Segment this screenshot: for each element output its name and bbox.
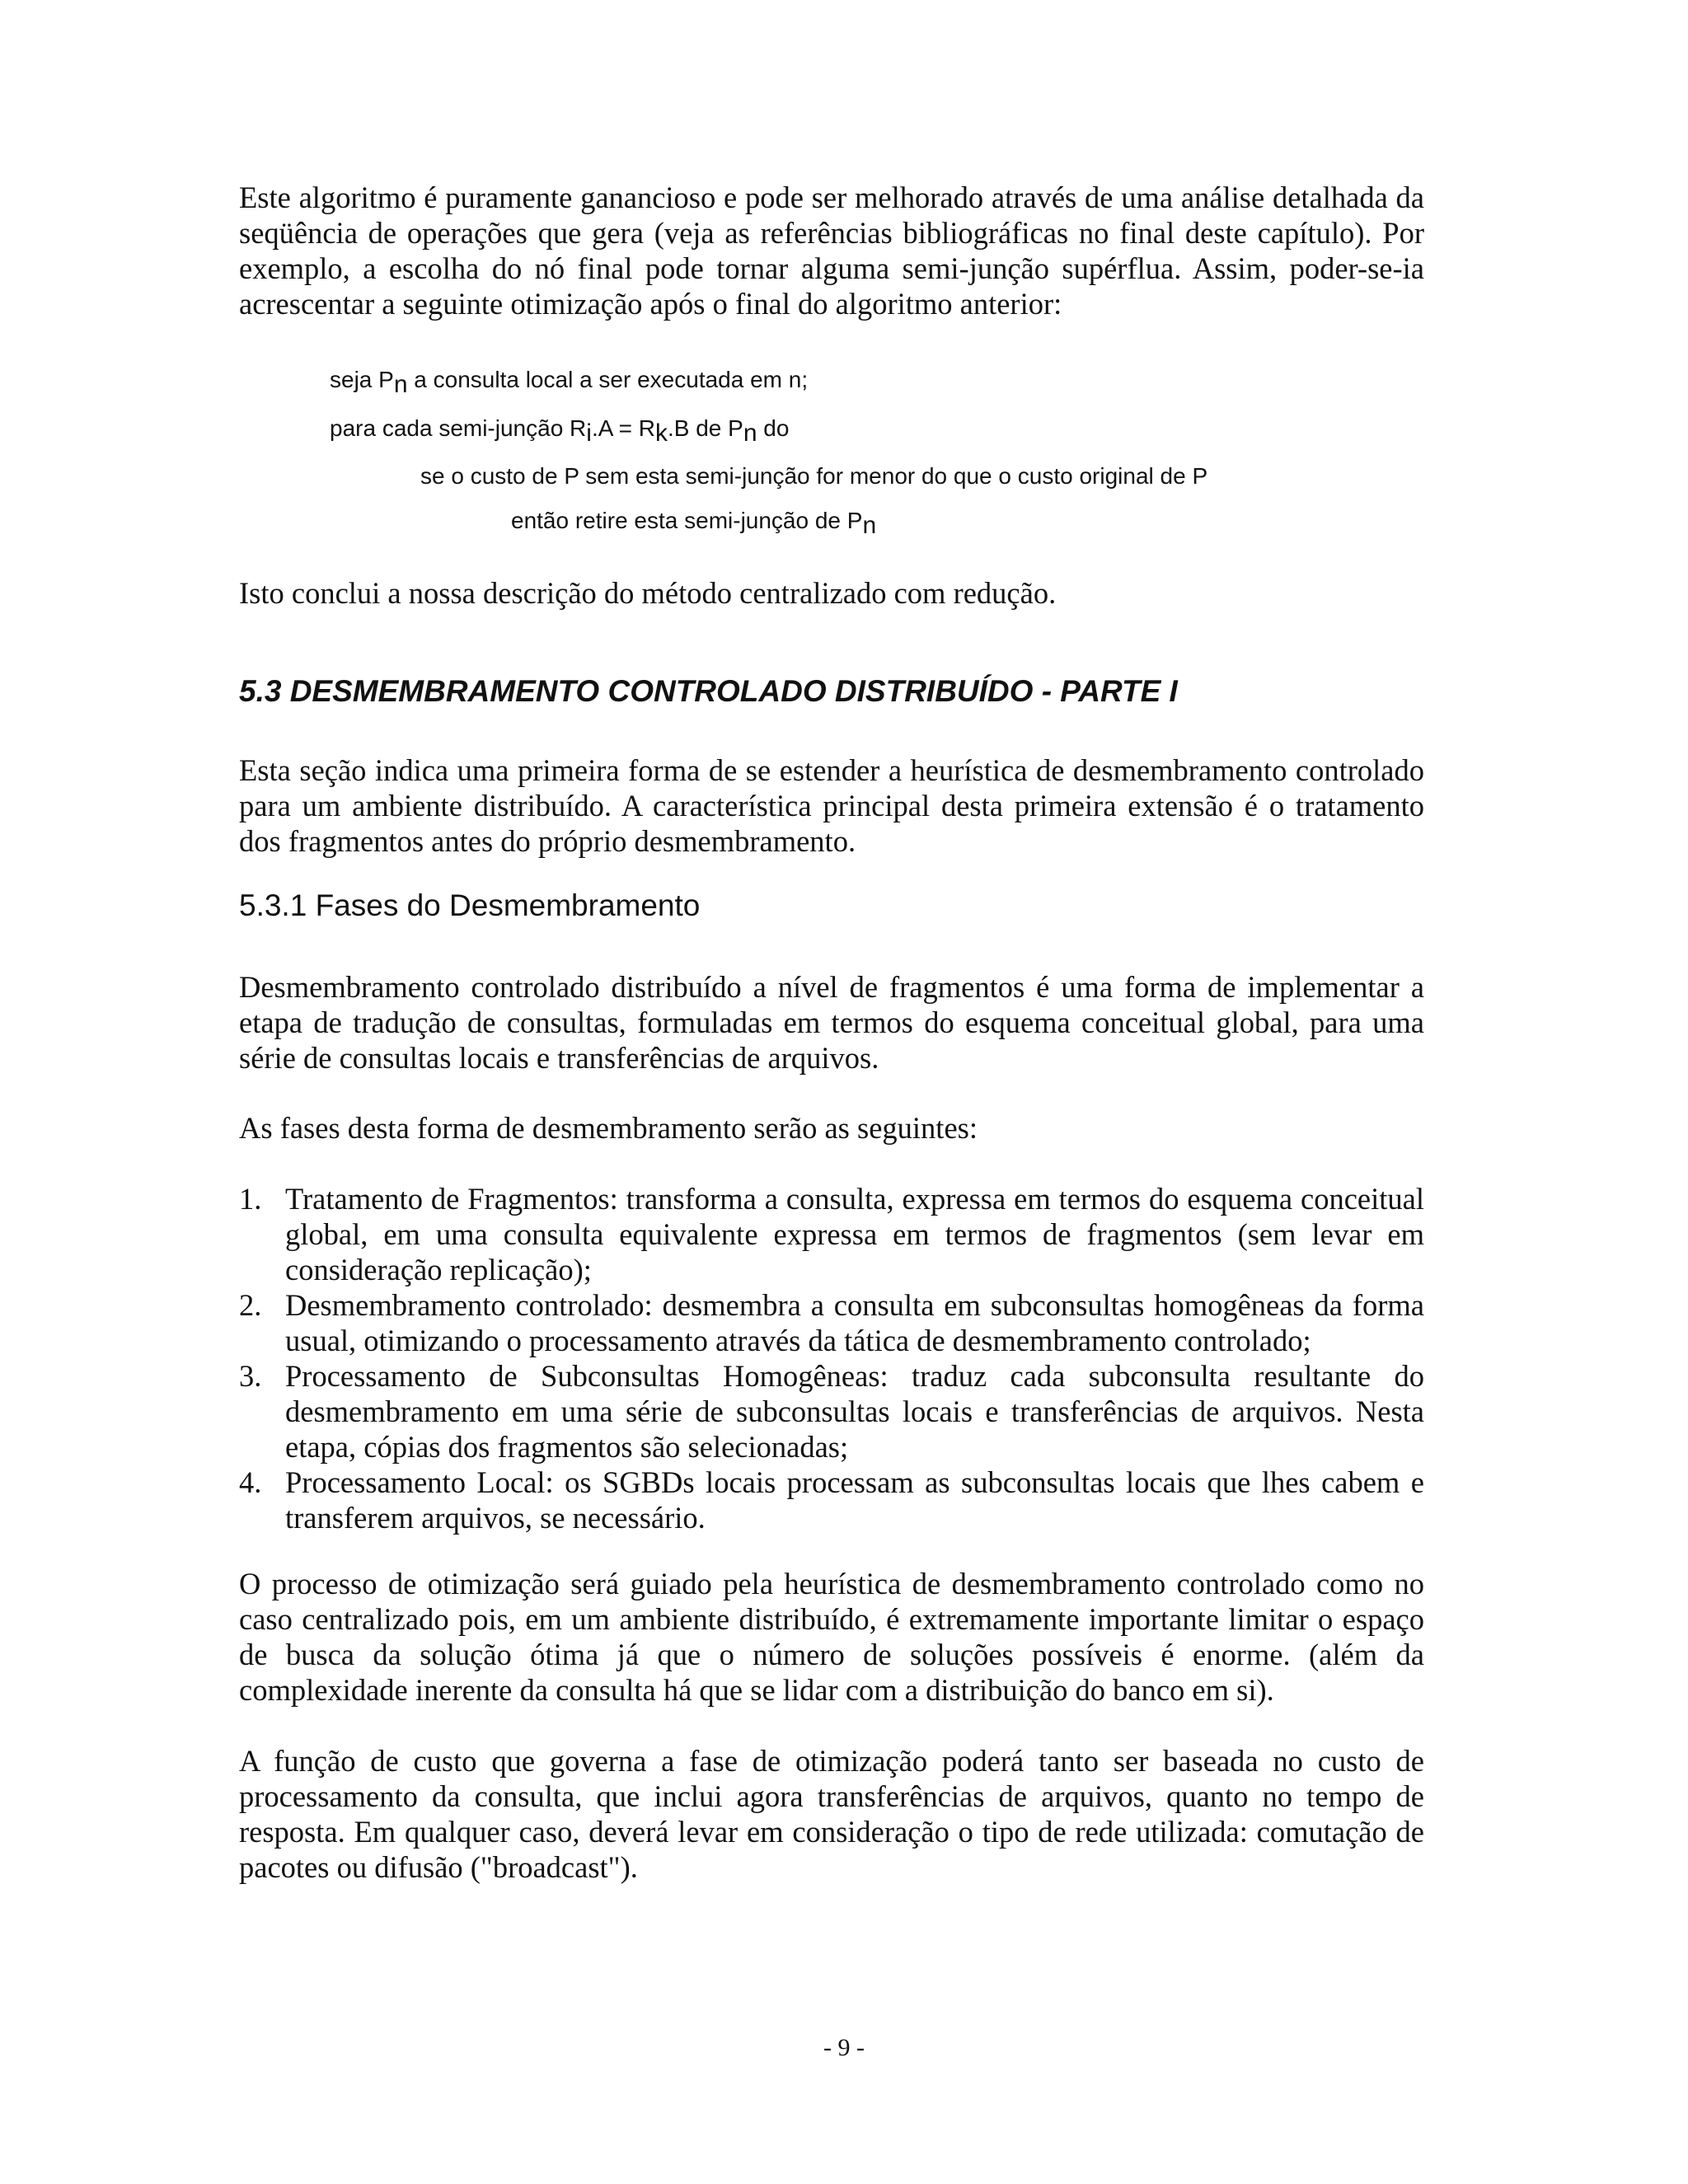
phase-item: 2. Desmembramento controlado: desmembra a consulta em subconsultas homogêneas da forma usual, otimizando o processamento através da tática de desmembramento controlado; bbox=[239, 1288, 1424, 1357]
intro-paragraph: Este algoritmo é puramente ganancioso e pode ser melhorado através de uma análise detalhada da seqüência de operações que gera (veja as referências bibliográficas no final deste capítulo). Por exemplo, a escolha do nó final pode tornar alguma semi-junção supérflua. Assim, poder-se-ia acrescentar a seguinte otimização após o final do algoritmo anterior: bbox=[239, 180, 1424, 321]
algorithm-line-4: então retire esta semi-junção de $P_n$ bbox=[511, 508, 877, 539]
section-intro-paragraph: Esta seção indica uma primeira forma de se estender a heurística de desmembramento controlado para um ambiente distribuído. A característica principal desta primeira extensão é o tratamento dos fragmentos antes do próprio desmembramento. bbox=[239, 753, 1424, 858]
subsection-heading: 5.3.1 Fases do Desmembramento bbox=[239, 888, 701, 922]
phase-item: 4. Processamento Local: os SGBDs locais processam as subconsultas locais que lhes cabem e transferem arquivos, se necessário. bbox=[239, 1465, 1424, 1535]
algorithm-line-1: seja $P_n$ a consulta local a ser executada em n; bbox=[330, 367, 809, 398]
algorithm-line-2: para cada semi-junção $R_i.A = R_k.B$ de $P_n$ do bbox=[330, 415, 790, 447]
phases-list bbox=[239, 1181, 1424, 1535]
phase-item: 3. Processamento de Subconsultas Homogêneas: traduz cada subconsulta resultante do desmembramento em uma série de subconsultas locais e transferências de arquivos. Nesta etapa, cópias dos fragmentos são selecionadas; bbox=[239, 1359, 1424, 1464]
algorithm-line-3: se o custo de P sem esta semi-junção for menor do que o custo original de P bbox=[420, 463, 1208, 489]
phase-item: 1. Tratamento de Fragmentos: transforma a consulta, expressa em termos do esquema conceitual global, em uma consulta equivalente expressa em termos de fragmentos (sem levar em consideração replicação); bbox=[239, 1182, 1424, 1286]
optimization-paragraph: O processo de otimização será guiado pela heurística de desmembramento controlado como no caso centralizado pois, em um ambiente distribuído, é extremamente importante limitar o espaço de busca da solução ótima já que o número de soluções possíveis é enorme. (além da complexidade inerente da consulta há que se lidar com a distribuição do banco em si). bbox=[239, 1567, 1424, 1707]
conclusion-paragraph: Isto conclui a nossa descrição do método centralizado com redução. bbox=[239, 576, 1057, 610]
phases-intro-paragraph: As fases desta forma de desmembramento serão as seguintes: bbox=[239, 1111, 978, 1145]
subsection-intro-paragraph: Desmembramento controlado distribuído a nível de fragmentos é uma forma de implementar a etapa de tradução de consultas, formuladas em termos do esquema conceitual global, para uma série de consultas locais e transferências de arquivos. bbox=[239, 970, 1424, 1075]
section-heading: 5.3 DESMEMBRAMENTO CONTROLADO DISTRIBUÍDO - PARTE I bbox=[239, 674, 1178, 708]
page-number: - 9 - bbox=[823, 2034, 865, 2061]
cost-function-paragraph: A função de custo que governa a fase de otimização poderá tanto ser baseada no custo de processamento da consulta, que inclui agora transferências de arquivos, quanto no tempo de resposta. Em qualquer caso, deverá levar em consideração o tipo de rede utilizada: comutação de pacotes ou difusão ("broadcast"). bbox=[239, 1744, 1424, 1884]
